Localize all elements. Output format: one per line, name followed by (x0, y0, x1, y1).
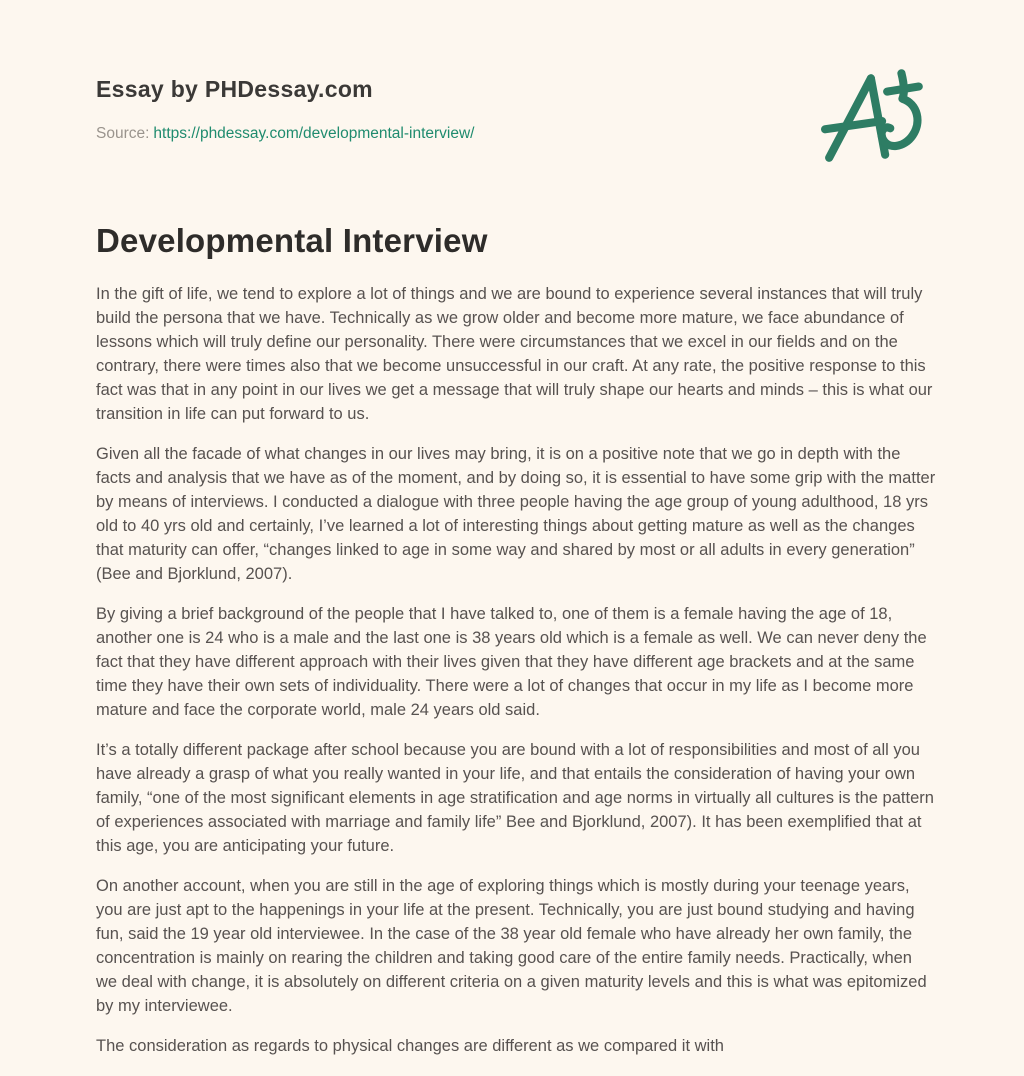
essay-body (96, 282, 936, 1074)
source-url-link[interactable]: https://phdessay.com/developmental-interview/ (153, 125, 475, 142)
essay-paragraph: The consideration as regards to physical changes are different as we compared it with (96, 1037, 724, 1055)
brand-heading: Essay by PHDessay.com (96, 76, 373, 102)
essay-paragraph: On another account, when you are still in the age of exploring things which is mostly during your teenage years, you are just apt to the happenings in your life at the present. Technically, you are just bound studying and having fun, said the 19 year old interviewee. In the case of the 38 year old female who have already her own family, the concentration is mainly on rearing the children and taking good care of the entire family needs. Practically, when we deal with change, it is absolutely on different criteria on a given maturity levels and this is what was epitomized by my interviewee. (96, 877, 927, 1015)
page-title: Developmental Interview (96, 222, 488, 259)
essay-paragraph: In the gift of life, we tend to explore a lot of things and we are bound to experience several instances that will truly build the persona that we have. Technically as we grow older and become more mature, we face abundance of lessons which will truly define our personality. There were circumstances that we excel in our fields and on the contrary, there were times also that we become unsuccessful in our craft. At any rate, the positive response to this fact was that in any point in our lives we get a message that will truly shape our hearts and minds – this is what our transition in life can put forward to us. (96, 285, 933, 423)
essay-paragraph: It’s a totally different package after school because you are bound with a lot of responsibilities and most of all you have already a grasp of what you really wanted in your life, and that entails the consideration of having your own family, “one of the most significant elements in age stratification and age norms in virtually all cultures is the pattern of experiences associated with marriage and family life” Bee and Bjorklund, 2007). It has been exemplified that at this age, you are anticipating your future. (96, 741, 934, 855)
source-label: Source: (96, 125, 150, 142)
a-plus-logo (820, 64, 934, 164)
source-line (96, 125, 475, 143)
essay-paragraph: By giving a brief background of the people that I have talked to, one of them is a female having the age of 18, another one is 24 who is a male and the last one is 38 years old which is a female as well. We can never deny the fact that they have different approach with their lives given that they have different age brackets and at the same time they have their own sets of individuality. There were a lot of changes that occur in my life as I become more mature and face the corporate world, male 24 years old said. (96, 605, 927, 719)
essay-paragraph: Given all the facade of what changes in our lives may bring, it is on a positive note that we go in depth with the facts and analysis that we have as of the moment, and by doing so, it is essential to have some grip with the matter by means of interviews. I conducted a dialogue with three people having the age group of young adulthood, 18 yrs old to 40 yrs old and certainly, I’ve learned a lot of interesting things about getting mature as well as the changes that maturity can offer, “changes linked to age in some way and shared by most or all adults in every generation” (Bee and Bjorklund, 2007). (96, 445, 936, 583)
